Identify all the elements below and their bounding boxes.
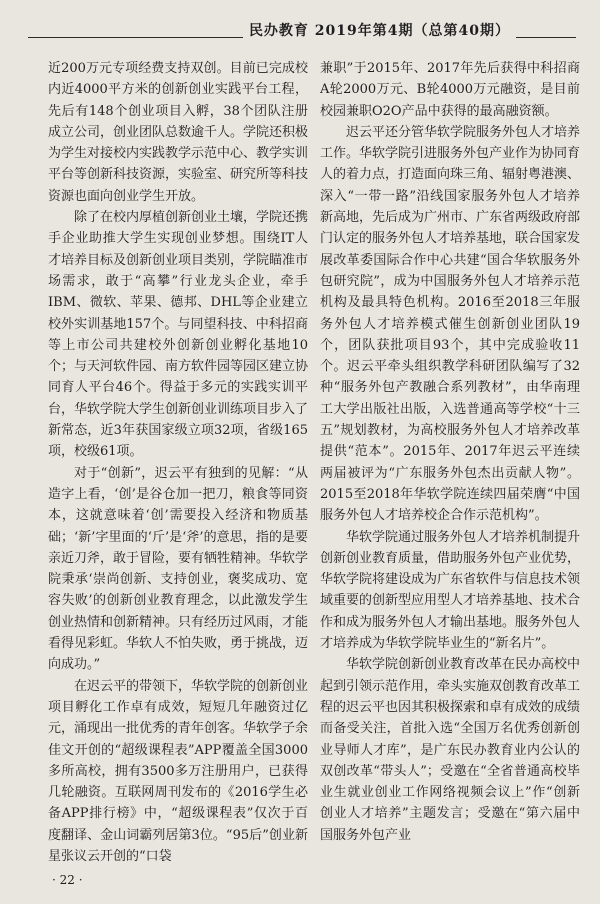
left-paragraph-2: 除了在校内厚植创新创业土壤，学院还携手企业助推大学生实现创业梦想。围绕IT人才培养目标及创新创业项目类别，学院瞄准市场需求，敢于“高攀”行业龙头企业，牵手IBM、微软、苹果、德邦、DHL等企业建立校外实训基地157个。与同望科技、中科招商等上市公司共建校外创新创业孵化基地10个；与天河软件园、南方软件园等园区建立协同育人平台46个。得益于多元的实践实训平台，华软学院大学生创新创业训练项目步入了新常态，近3年获国家级立项32项，省级165项，校级61项。 (48, 210, 309, 460)
left-paragraph-3: 对于“创新”，迟云平有独到的见解：“从造字上看，‘创’是谷仓加一把刀，粮食等同资本，这就意味着‘创’需要投入经济和物质基础；‘新’字里面的‘斤’是‘斧’的意思，指的是要亲近刀斧，敢于冒险，要有牺牲精神。华软学院秉承‘崇尚创新、支持创业，褒奖成功、宽容失败’的创新创业教育理念，以此激发学生创业热情和创新精神。只有经历过风雨，才能看得见彩虹。华软人不怕失败，勇于挑战，迈向成功。” (48, 465, 309, 673)
left-paragraph-4: 在迟云平的带领下，华软学院的创新创业项目孵化工作卓有成效，短短几年融资过亿元，涌现出一批优秀的青年创客。华软学子余佳文开创的“超级课程表”APP覆盖全国3000多所高校，拥有3500多万注册用户，已获得几轮融资。互联网周刊发布的《2016学生必备APP排行榜》中，“超级课程表”仅次于百度翻译、金山词霸列居第3位。“95后”创业新星张议云开创的“口袋 (48, 678, 309, 864)
page-number: · 22 · (52, 873, 83, 887)
journal-title: 民办教育 2019年第4期（总第40期） (243, 20, 516, 40)
running-header (28, 20, 576, 42)
left-paragraph-1: 近200万元专项经费支持双创。目前已完成校内近4000平方米的创新创业实践平台工程，先后有148个创业项目入孵，38个团队注册成立公司，创业团队总数逾千人。学院还积极为学生对接校内实践教学示范中心、教学实训平台等创新科技资源，实验室、研究所等科技资源也面向创业学生开放。 (48, 61, 309, 204)
right-column (320, 58, 580, 858)
right-paragraph-3: 华软学院通过服务外包人才培养机制提升创新创业教育质量，借助服务外包产业优势，华软学院将建设成为广东省软件与信息技术领域重要的创新型应用型人才培养基地、技术合作和成为服务外包人才输出基地。服务外包人才培养成为华软学院毕业生的“新名片”。 (320, 529, 581, 652)
right-paragraph-1: 兼职”于2015年、2017年先后获得中科招商A轮2000万元、B轮4000万元融资，是目前校园兼职O2O产品中获得的最高融资额。 (320, 61, 580, 119)
right-paragraph-2: 迟云平还分管华软学院服务外包人才培养工作。华软学院引进服务外包产业作为协同育人的着力点，打造面向珠三角、辐射粤港澳、深入“一带一路”沿线国家服务外包人才培养新高地，先后成为广州市、广东省两级政府部门认定的服务外包人才培养基地，联合国家发展改革委国际合作中心共建“国合华软服务外包研究院”，成为中国服务外包人才培养示范机构及最具特色机构。2016至2018三年服务外包人才培养模式催生创新创业团队19个，团队获批项目93个，其中完成验收11个。迟云平牵头组织教学科研团队编写了32种“服务外包产教融合系列教材”，由华南理工大学出版社出版，入选普通高等学校“十三五”规划教材，为高校服务外包人才培养改革提供“范本”。2015年、2017年迟云平连续两届被评为“广东服务外包杰出贡献人物”。2015至2018年华软学院连续四届荣膺“中国服务外包人才培养校企合作示范机构”。 (320, 124, 581, 524)
right-paragraph-4: 华软学院创新创业教育改革在民办高校中起到引领示范作用，牵头实施双创教育改革工程的迟云平也因其积极探索和卓有成效的成绩而备受关注，首批入选“全国万名优秀创新创业导师人才库”，是广东民办教育业内公认的双创改革“带头人”；受邀在“全省普通高校毕业生就业创业工作网络视频会议上”作“创新创业人才培养”主题发言；受邀在“第六届中国服务外包产业 (320, 657, 581, 843)
left-column (48, 58, 309, 864)
